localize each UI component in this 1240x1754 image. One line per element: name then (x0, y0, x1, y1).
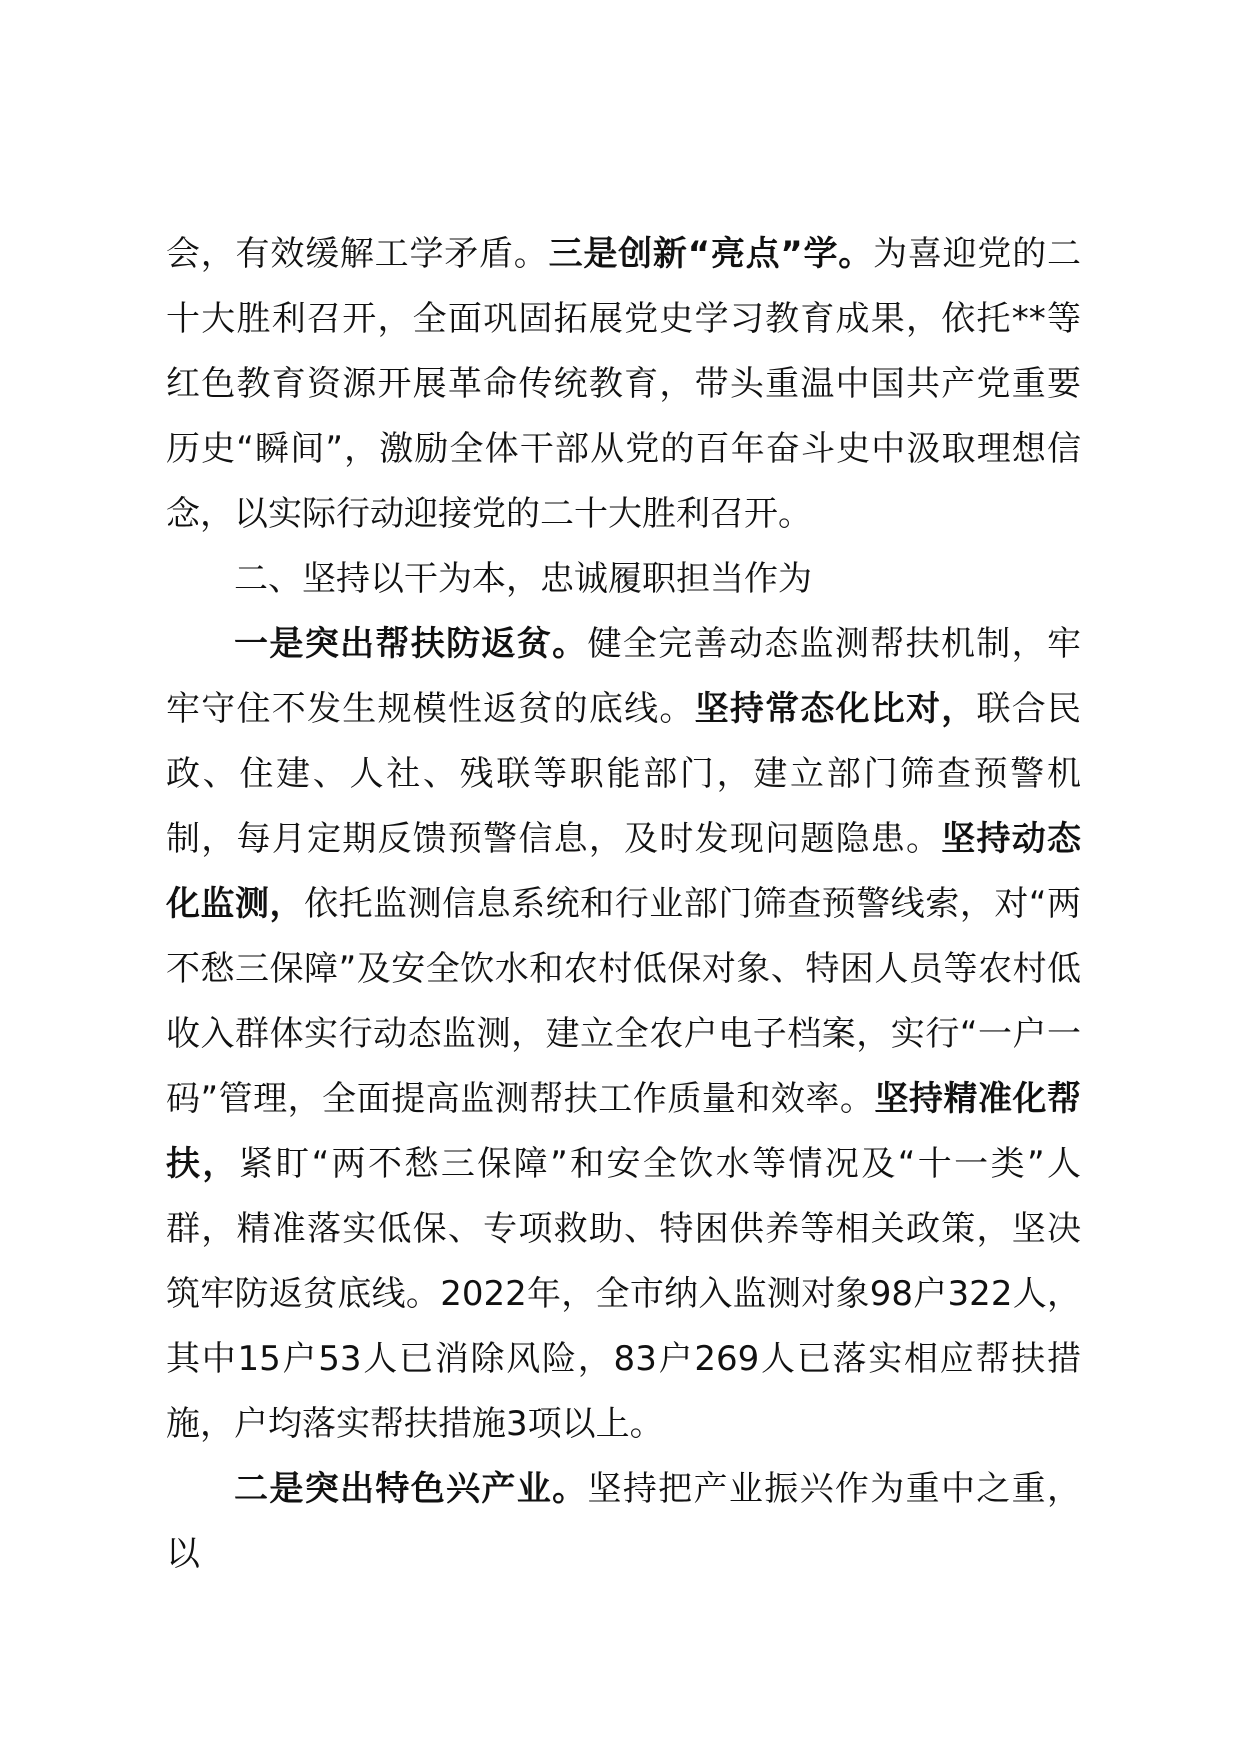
text-segment: 坚持把产业振兴作为重中之重，以 (166, 1469, 1082, 1574)
text-segment: 依托监测信息系统和行业部门筛查预警线索，对“两不愁三保障”及安全饮水和农村低保对象、特困人员等农村低收入群体实行动态监测，建立全农户电子档案，实行“一户一码”管理，全面提高监测帮扶工作质量和效率。 (166, 884, 1081, 1119)
bold-lead-phrase: 二是突出特色兴产业。 (234, 1469, 588, 1509)
text-segment: 紧盯“两不愁三保障”和安全饮水等情况及“十一类”人群，精准落实低保、专项救助、特困供养等相关政策，坚决筑牢防返贫底线。2022年，全市纳入监测对象98户322人，其中15户53人已消除风险，83户269人已落实相应帮扶措施，户均落实帮扶措施3项以上。 (166, 1144, 1081, 1444)
bold-lead-phrase: 一是突出帮扶防返贫。 (234, 624, 588, 664)
bold-lead-phrase: 坚持常态化比对， (694, 689, 977, 729)
text-segment: 为喜迎党的二十大胜利召开，全面巩固拓展党史学习教育成果，依托**等红色教育资源开展革命传统教育，带头重温中国共产党重要历史“瞬间”，激励全体干部从党的百年奋斗史中汲取理想信念，以实际行动迎接党的二十大胜利召开。 (166, 234, 1081, 534)
paragraph-poverty-prevention (166, 612, 1081, 1457)
bold-lead-phrase: 坚持精准化帮扶， (166, 1079, 1081, 1184)
text-segment: 联合民政、住建、人社、残联等职能部门，建立部门筛查预警机制，每月定期反馈预警信息，及时发现问题隐患。 (166, 689, 1082, 859)
text-segment: 会，有效缓解工学矛盾。 (166, 234, 549, 274)
paragraph-continuation (166, 222, 1081, 547)
text-segment: 健全完善动态监测帮扶机制，牢牢守住不发生规模性返贫的底线。 (166, 624, 1082, 729)
section-heading: 二、坚持以干为本，忠诚履职担当作为 (234, 559, 812, 599)
paragraph-industry (166, 1457, 1081, 1587)
bold-lead-phrase: 三是创新“亮点”学。 (548, 234, 874, 274)
document-body (166, 222, 1081, 1587)
bold-lead-phrase: 坚持动态化监测， (166, 819, 1082, 924)
